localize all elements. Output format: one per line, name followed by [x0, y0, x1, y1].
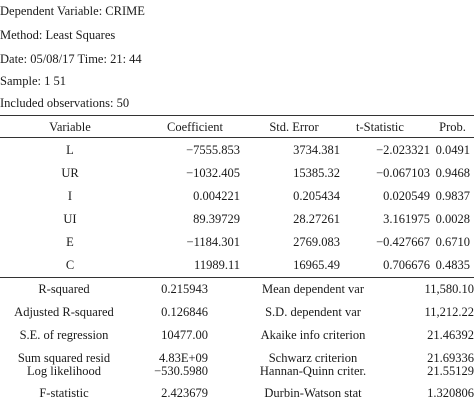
stat-value: 11,212.22	[424, 305, 474, 319]
prob-value: 0.0028	[435, 212, 470, 226]
header-rule	[0, 137, 474, 138]
col-header-std-error: Std. Error	[269, 120, 319, 134]
observations-line: Included observations: 50	[0, 96, 130, 110]
stat-label: Schwarz criterion	[268, 351, 358, 365]
std-error-value: 0.205434	[293, 189, 340, 203]
stat-value: −530.5980	[154, 364, 208, 378]
std-error-value: 28.27261	[293, 212, 340, 226]
coefficient-value: −7555.853	[186, 143, 240, 157]
prob-value: 0.9468	[435, 166, 470, 180]
t-statistic-value: −2.023321	[376, 143, 430, 157]
coefficient-value: −1032.405	[186, 166, 240, 180]
stat-value: 0.126846	[161, 305, 208, 319]
stat-label: Adjusted R-squared	[14, 305, 114, 319]
stat-label: Sum squared resid	[17, 351, 111, 365]
prob-value: 0.9837	[435, 189, 470, 203]
std-error-value: 3734.381	[293, 143, 340, 157]
col-header-coefficient: Coefficient	[167, 120, 223, 134]
stat-label: Hannan-Quinn criter.	[259, 364, 367, 378]
std-error-value: 16965.49	[293, 258, 340, 272]
date-time-line: Date: 05/08/17 Time: 21: 44	[0, 52, 142, 66]
t-statistic-value: 3.161975	[383, 212, 430, 226]
stat-label: F-statistic	[39, 386, 89, 400]
prob-value: 0.6710	[435, 235, 470, 249]
col-header-prob: Prob.	[439, 120, 466, 134]
coefficient-value: 89.39729	[193, 212, 240, 226]
variable-name: UR	[61, 166, 79, 180]
prob-value: 0.0491	[435, 143, 470, 157]
dependent-variable-line: Dependent Variable: CRIME	[0, 4, 145, 18]
stat-value: 1.320806	[427, 386, 474, 400]
method-line: Method: Least Squares	[0, 28, 116, 42]
stat-value: 21.46392	[427, 328, 474, 342]
variable-name: I	[67, 189, 73, 203]
variable-name: UI	[63, 212, 77, 226]
variable-name: C	[65, 258, 75, 272]
t-statistic-value: −0.427667	[376, 235, 430, 249]
stat-value: 2.423679	[161, 386, 208, 400]
t-statistic-value: 0.020549	[383, 189, 430, 203]
stat-value: 21.55129	[427, 364, 474, 378]
prob-value: 0.4835	[435, 258, 470, 272]
stat-label: R-squared	[38, 282, 90, 296]
sample-line: Sample: 1 51	[0, 74, 66, 88]
t-statistic-value: 0.706676	[383, 258, 430, 272]
stat-value: 10477.00	[161, 328, 208, 342]
variable-name: L	[66, 143, 74, 157]
t-statistic-value: −0.067103	[376, 166, 430, 180]
coefficient-value: 11989.11	[194, 258, 240, 272]
stat-label: S.E. of regression	[19, 328, 109, 342]
stat-label: Log likelihood	[27, 364, 101, 378]
coefficient-value: 0.004221	[193, 189, 240, 203]
variable-name: E	[66, 235, 74, 249]
std-error-value: 2769.083	[293, 235, 340, 249]
section-rule	[0, 277, 474, 278]
col-header-variable: Variable	[49, 120, 91, 134]
col-header-t-statistic: t-Statistic	[356, 120, 404, 134]
stat-value: 21.69336	[427, 351, 474, 365]
stat-value: 0.215943	[161, 282, 208, 296]
stat-value: 4.83E+09	[158, 351, 208, 365]
table-top-rule	[0, 115, 474, 116]
stat-label: S.D. dependent var	[265, 305, 361, 319]
stat-value: 11,580.10	[424, 282, 474, 296]
stat-label: Mean dependent var	[261, 282, 365, 296]
std-error-value: 15385.32	[293, 166, 340, 180]
stat-label: Akaike info criterion	[260, 328, 366, 342]
coefficient-value: −1184.301	[186, 235, 240, 249]
stat-label: Durbin-Watson stat	[264, 386, 362, 400]
